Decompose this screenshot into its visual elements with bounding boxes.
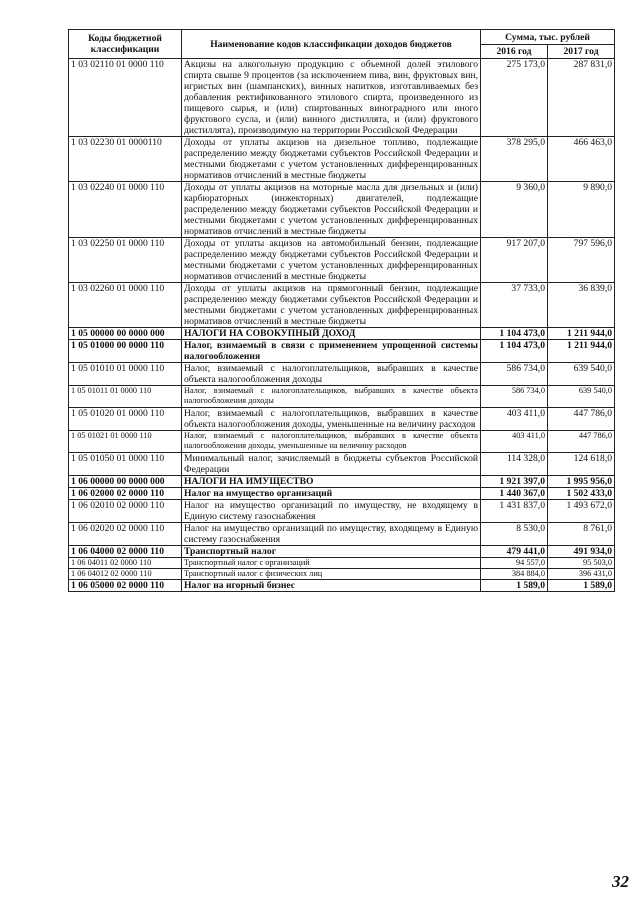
row-value-2016: 378 295,0 [481,137,548,182]
row-name: НАЛОГИ НА ИМУЩЕСТВО [182,475,481,487]
row-value-2016: 275 173,0 [481,59,548,137]
row-value-2016: 1 104 473,0 [481,328,548,340]
row-name: Транспортный налог с физических лиц [182,569,481,580]
row-name: Налог, взимаемый в связи с применением упрощенной системы налогообложения [182,340,481,363]
table-row [69,522,615,545]
table-row [69,487,615,499]
row-value-2017: 466 463,0 [548,137,615,182]
header-year-2016: 2016 год [481,45,548,59]
row-value-2017: 8 761,0 [548,522,615,545]
row-value-2016: 479 441,0 [481,545,548,557]
table-row [69,475,615,487]
row-name: Налог на имущество организаций по имуществу, не входящему в Единую систему газоснабжения [182,499,481,522]
table-row [69,238,615,283]
row-code: 1 05 01021 01 0000 110 [69,430,182,452]
row-value-2017: 9 890,0 [548,182,615,238]
budget-revenue-table [68,29,615,592]
row-name: Акцизы на алкогольную продукцию с объемной долей этилового спирта свыше 9 процентов (за исключением пива, вин, фруктовых вин, игристых вин (шампанских), винных напитков, изготавливаемых без добавления ректификованного этилового спирта, произведенного из пищевого сырья, и (или) спиртованных виноградного или иного фруктового сусла, и (или) винного дистиллята, и (или) фруктового дистиллята), производимую на территории Российской Федерации [182,59,481,137]
table-row [69,59,615,137]
header-year-2017: 2017 год [548,45,615,59]
row-code: 1 05 01010 01 0000 110 [69,363,182,386]
table-row [69,340,615,363]
row-value-2017: 797 596,0 [548,238,615,283]
row-value-2016: 114 328,0 [481,452,548,475]
row-code: 1 06 02010 02 0000 110 [69,499,182,522]
row-code: 1 05 00000 00 0000 000 [69,328,182,340]
table-row [69,452,615,475]
row-code: 1 05 01050 01 0000 110 [69,452,182,475]
row-code: 1 05 01000 00 0000 110 [69,340,182,363]
row-name: Налог, взимаемый с налогоплательщиков, выбравших в качестве объекта налогообложения доходы, уменьшенные на величину расходов [182,407,481,430]
row-code: 1 05 01011 01 0000 110 [69,386,182,408]
row-code: 1 06 00000 00 0000 000 [69,475,182,487]
row-value-2017: 1 502 433,0 [548,487,615,499]
row-value-2016: 1 589,0 [481,580,548,592]
table-row [69,182,615,238]
table-row [69,430,615,452]
row-code: 1 05 01020 01 0000 110 [69,407,182,430]
table-body [69,59,615,592]
row-value-2017: 447 786,0 [548,407,615,430]
row-name: Налог, взимаемый с налогоплательщиков, выбравших в качестве объекта налогообложения доходы [182,386,481,408]
row-value-2016: 403 411,0 [481,407,548,430]
table-row [69,137,615,182]
row-code: 1 06 02000 02 0000 110 [69,487,182,499]
row-value-2016: 1 921 397,0 [481,475,548,487]
row-name: Транспортный налог [182,545,481,557]
row-name: Доходы от уплаты акцизов на дизельное топливо, подлежащие распределению между бюджетами субъектов Российской Федерации и местными бюджетами с учетом установленных дифференцированных нормативов отчислений в местные бюджеты [182,137,481,182]
table-row [69,545,615,557]
row-name: Налог на имущество организаций по имуществу, входящему в Единую систему газоснабжения [182,522,481,545]
row-value-2017: 36 839,0 [548,283,615,328]
row-name: НАЛОГИ НА СОВОКУПНЫЙ ДОХОД [182,328,481,340]
row-value-2016: 586 734,0 [481,363,548,386]
row-value-2016: 8 530,0 [481,522,548,545]
row-value-2017: 124 618,0 [548,452,615,475]
row-name: Налог, взимаемый с налогоплательщиков, выбравших в качестве объекта налогообложения доходы, уменьшенные на величину расходов [182,430,481,452]
row-code: 1 06 04012 02 0000 110 [69,569,182,580]
row-value-2016: 94 557,0 [481,557,548,568]
row-code: 1 06 05000 02 0000 110 [69,580,182,592]
row-name: Доходы от уплаты акцизов на автомобильный бензин, подлежащие распределению между бюджетами субъектов Российской Федерации и местными бюджетами с учетом установленных дифференцированных нормативов отчислений в местные бюджеты [182,238,481,283]
row-value-2016: 586 734,0 [481,386,548,408]
row-code: 1 03 02230 01 0000110 [69,137,182,182]
row-code: 1 03 02110 01 0000 110 [69,59,182,137]
row-value-2016: 917 207,0 [481,238,548,283]
page-number: 32 [612,872,629,891]
header-code: Коды бюджетной классификации [69,30,182,59]
row-name: Доходы от уплаты акцизов на моторные масла для дизельных и (или) карбюраторных (инжекторных) двигателей, подлежащие распределению между бюджетами субъектов Российской Федерации и местными бюджетами с учетом установленных дифференцированных нормативов отчислений в местные бюджеты [182,182,481,238]
row-value-2017: 396 431,0 [548,569,615,580]
table-row [69,569,615,580]
row-value-2017: 287 831,0 [548,59,615,137]
header-name: Наименование кодов классификации доходов бюджетов [182,30,481,59]
row-value-2017: 1 995 956,0 [548,475,615,487]
table-row [69,407,615,430]
row-value-2017: 95 503,0 [548,557,615,568]
row-code: 1 06 04000 02 0000 110 [69,545,182,557]
row-code: 1 03 02260 01 0000 110 [69,283,182,328]
row-name: Доходы от уплаты акцизов на прямогонный бензин, подлежащие распределению между бюджетами субъектов Российской Федерации и местными бюджетами с учетом установленных дифференцированных нормативов отчислений в местные бюджеты [182,283,481,328]
row-value-2016: 403 411,0 [481,430,548,452]
row-value-2016: 9 360,0 [481,182,548,238]
row-value-2016: 384 884,0 [481,569,548,580]
row-value-2016: 1 440 367,0 [481,487,548,499]
table-row [69,363,615,386]
row-name: Налог на имущество организаций [182,487,481,499]
table-row [69,283,615,328]
row-value-2017: 1 211 944,0 [548,340,615,363]
row-code: 1 03 02250 01 0000 110 [69,238,182,283]
row-value-2016: 1 104 473,0 [481,340,548,363]
row-code: 1 06 04011 02 0000 110 [69,557,182,568]
row-value-2016: 1 431 837,0 [481,499,548,522]
row-code: 1 03 02240 01 0000 110 [69,182,182,238]
row-value-2017: 1 211 944,0 [548,328,615,340]
row-value-2017: 491 934,0 [548,545,615,557]
header-sum: Сумма, тыс. рублей [481,30,615,45]
row-name: Минимальный налог, зачисляемый в бюджеты субъектов Российской Федерации [182,452,481,475]
table-row [69,580,615,592]
row-value-2017: 1 493 672,0 [548,499,615,522]
row-name: Транспортный налог с организаций [182,557,481,568]
table-row [69,386,615,408]
row-value-2017: 639 540,0 [548,386,615,408]
row-value-2017: 447 786,0 [548,430,615,452]
row-name: Налог на игорный бизнес [182,580,481,592]
row-value-2017: 639 540,0 [548,363,615,386]
row-name: Налог, взимаемый с налогоплательщиков, выбравших в качестве объекта налогообложения доходы [182,363,481,386]
row-value-2016: 37 733,0 [481,283,548,328]
row-code: 1 06 02020 02 0000 110 [69,522,182,545]
table-row [69,499,615,522]
row-value-2017: 1 589,0 [548,580,615,592]
table-row [69,557,615,568]
table-row [69,328,615,340]
